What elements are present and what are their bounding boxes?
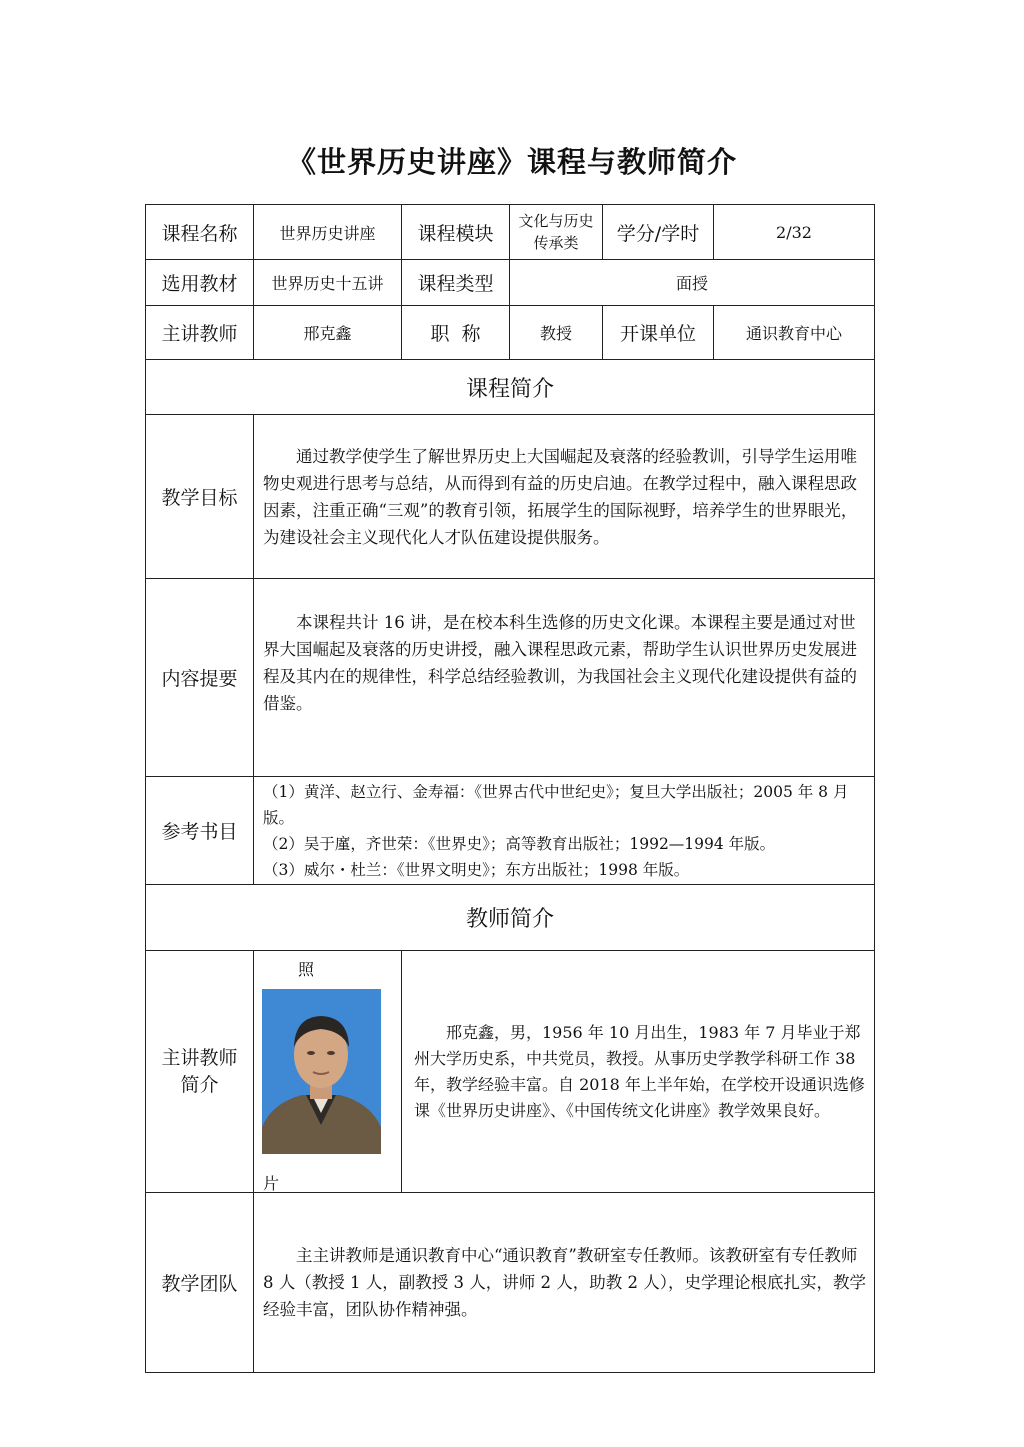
course-module-label: 课程模块 [402,205,510,260]
job-title-label: 职 称 [402,306,510,360]
textbook-value: 世界历史十五讲 [254,260,402,306]
teacher-bio-text: 邢克鑫，男，1956 年 10 月出生，1983 年 7 月毕业于郑州大学历史系，中共党员，教授。从事历史学教学科研工作 38 年，教学经验丰富。自 2018 年上半年始，在学校开设通识选修课《世界历史讲座》、《中国传统文化讲座》教学效果良好。 [414,1022,865,1120]
course-type-label: 课程类型 [402,260,510,306]
row-teacher-intro-heading [146,885,875,951]
row-objective [146,415,875,579]
course-table [145,204,875,1373]
unit-value: 通识教育中心 [714,306,875,360]
references-label: 参考书目 [146,777,254,885]
course-type-value: 面授 [510,260,875,306]
content-text: 本课程共计 16 讲，是在校本科生选修的历史文化课。本课程主要是通过对世界大国崛起及衰落的历史讲授，融入课程思政元素，帮助学生认识世界历史发展进程及其内在的规律性，科学总结经验教训，为我国社会主义现代化建设提供有益的借鉴。 [263,613,857,713]
row-content [146,579,875,777]
photo-label-top: 照 [298,960,315,979]
row-teacher [146,306,875,360]
objective-label: 教学目标 [146,415,254,579]
course-intro-heading: 课程简介 [146,360,875,415]
course-name-value: 世界历史讲座 [254,205,402,260]
course-name-label: 课程名称 [146,205,254,260]
content-cell [254,579,875,777]
teacher-portrait-image [262,989,381,1154]
team-text: 主主讲教师是通识教育中心“通识教育”教研室专任教师。该教研室有专任教师 8 人（教授 1 人，副教授 3 人，讲师 2 人，助教 2 人），史学理论根底扎实，教学经验丰富，团队协作精神强。 [263,1246,866,1319]
photo-cell [254,951,402,1193]
reference-item: （2）吴于廑，齐世荣：《世界史》；高等教育出版社；1992—1994 年版。 [263,834,776,853]
photo-label-bottom: 片 [263,1174,280,1193]
teacher-profile-label-text: 主讲教师简介 [161,1046,238,1096]
unit-label: 开课单位 [603,306,714,360]
reference-item: （1）黄洋、赵立行、金寿福：《世界古代中世纪史》；复旦大学出版社；2005 年 8 月版。 [263,782,849,827]
textbook-label: 选用教材 [146,260,254,306]
page-title: 《世界历史讲座》课程与教师简介 [286,145,737,179]
teacher-intro-heading: 教师简介 [146,885,875,951]
row-course-intro-heading [146,360,875,415]
reference-list [254,779,874,883]
row-references [146,777,875,885]
row-team [146,1193,875,1373]
course-module-cell [510,205,603,260]
row-teacher-profile [146,951,875,1193]
references-cell [254,777,875,885]
reference-item: （3）威尔・杜兰：《世界文明史》；东方出版社；1998 年版。 [263,860,690,879]
objective-cell [254,415,875,579]
teacher-label: 主讲教师 [146,306,254,360]
teacher-bio-cell [402,951,875,1193]
teacher-value: 邢克鑫 [254,306,402,360]
team-label: 教学团队 [146,1193,254,1373]
course-module-value: 文化与历史传承类 [518,212,594,252]
team-cell [254,1193,875,1373]
job-title-value: 教授 [510,306,603,360]
row-course-name [146,205,875,260]
row-textbook [146,260,875,306]
teacher-profile-label [146,951,254,1193]
credit-label: 学分/学时 [603,205,714,260]
objective-text: 通过教学使学生了解世界历史上大国崛起及衰落的经验教训，引导学生运用唯物史观进行思考与总结，从而得到有益的历史启迪。在教学过程中，融入课程思政因素，注重正确“三观”的教育引领，拓展学生的国际视野，培养学生的世界眼光，为建设社会主义现代化人才队伍建设提供服务。 [263,446,858,547]
teacher-photo [262,989,381,1154]
content-label: 内容提要 [146,579,254,777]
credit-value: 2/32 [714,205,875,260]
